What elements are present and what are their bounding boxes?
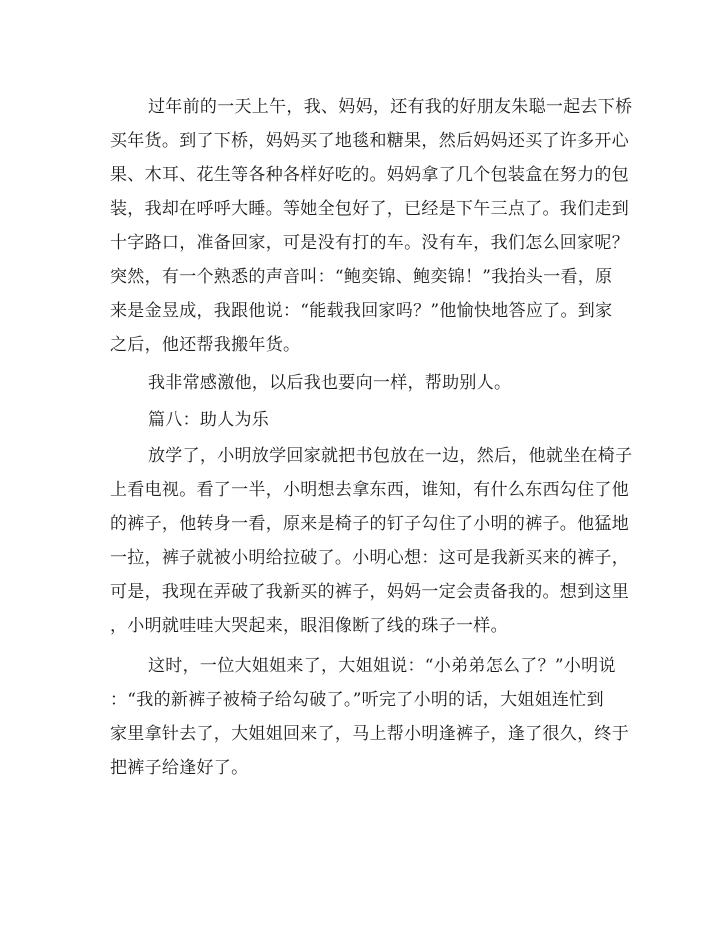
- paragraph-3-line-2: 上看电视。看了一半，小明想去拿东西，谁知，有什么东西勾住了他: [110, 480, 629, 500]
- paragraph-1-line-1: 过年前的一天上午，我、妈妈，还有我的好朋友朱聪一起去下桥: [148, 97, 633, 117]
- paragraph-1-line-4: 装，我却在呼呼大睡。等她全包好了，已经是下午三点了。我们走到: [110, 199, 629, 219]
- paragraph-1-line-7: 来是金昱成，我跟他说：“能载我回家吗？”他愉快地答应了。到家: [110, 301, 613, 321]
- paragraph-1-line-6: 突然，有一个熟悉的声音叫：“鲍奕锦、鲍奕锦！”我抬头一看，原: [110, 267, 613, 287]
- paragraph-4-line-4: 把裤子给逢好了。: [110, 758, 249, 778]
- paragraph-1-line-8: 之后，他还帮我搬年货。: [110, 335, 301, 355]
- paragraph-3-line-1: 放学了，小明放学回家就把书包放在一边，然后，他就坐在椅子: [148, 446, 633, 466]
- paragraph-4-line-1: 这时，一位大姐姐来了，大姐姐说：“小弟弟怎么了？”小明说: [148, 656, 616, 676]
- paragraph-3-line-3: 的裤子，他转身一看，原来是椅子的钉子勾住了小明的裤子。他猛地: [110, 514, 629, 534]
- paragraph-4-line-3: 家里拿针去了，大姐姐回来了，马上帮小明逢裤子，逢了很久，终于: [110, 724, 629, 744]
- paragraph-4-line-2: ：“我的新裤子被椅子给勾破了。”听完了小明的话，大姐姐连忙到: [110, 690, 604, 710]
- paragraph-2-line-1: 我非常感激他，以后我也要向一样，帮助别人。: [148, 373, 512, 393]
- paragraph-1-line-2: 买年货。到了下桥，妈妈买了地毯和糖果，然后妈妈还买了许多开心: [110, 131, 629, 151]
- paragraph-1-line-5: 十字路口，准备回家，可是没有打的车。没有车，我们怎么回家呢？: [110, 233, 629, 253]
- paragraph-3-line-6: ，小明就哇哇大哭起来，眼泪像断了线的珠子一样。: [110, 616, 508, 636]
- section-heading: 篇八：助人为乐: [148, 410, 270, 430]
- paragraph-3-line-5: 可是，我现在弄破了我新买的裤子，妈妈一定会责备我的。想到这里: [110, 582, 629, 602]
- paragraph-1-line-3: 果、木耳、花生等各种各样好吃的。妈妈拿了几个包装盒在努力的包: [110, 165, 629, 185]
- paragraph-3-line-4: 一拉，裤子就被小明给拉破了。小明心想：这可是我新买来的裤子，: [110, 548, 629, 568]
